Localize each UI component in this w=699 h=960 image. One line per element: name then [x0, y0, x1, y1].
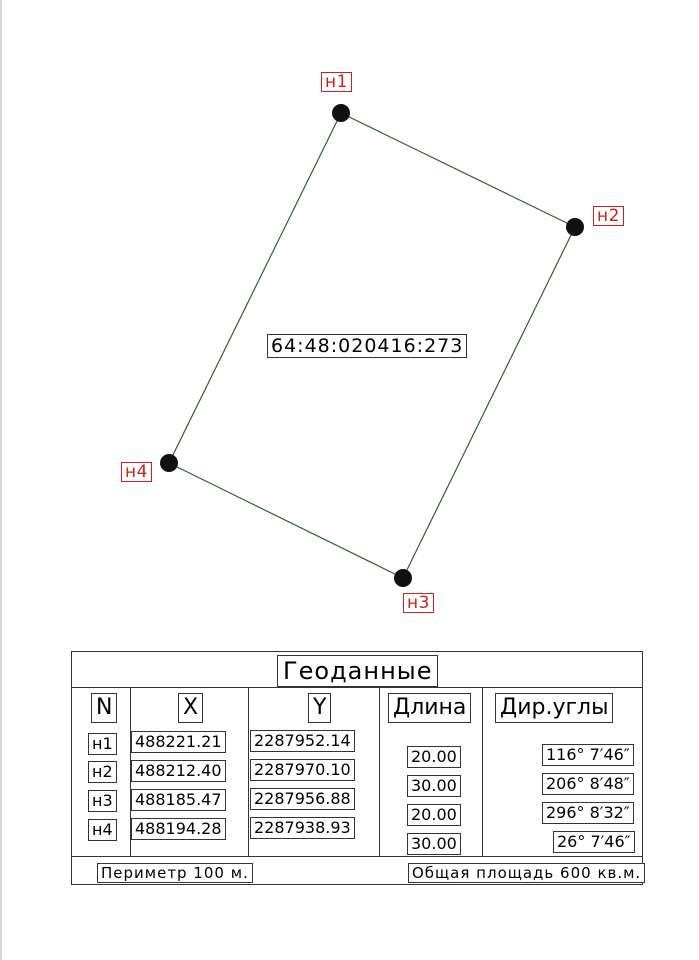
direction-angle: 26° 7′46″ [553, 831, 635, 853]
direction-angle: 206° 8′48″ [542, 773, 634, 795]
row-n: н1 [88, 733, 117, 755]
row-x: 488194.28 [131, 818, 226, 840]
vertex-marker-n4 [160, 454, 178, 472]
perimeter-text: Периметр 100 м. [97, 863, 253, 883]
table-title: Геоданные [277, 655, 438, 687]
vertex-label-n2: н2 [593, 206, 624, 226]
direction-angle: 116° 7′46″ [542, 744, 634, 766]
header-x: X [178, 693, 203, 723]
vertex-marker-n2 [566, 218, 584, 236]
vertex-marker-n1 [332, 104, 350, 122]
vertex-label-n3: н3 [403, 593, 434, 613]
segment-length: 30.00 [407, 833, 461, 855]
direction-angle: 296° 8′32″ [542, 802, 634, 824]
row-y: 2287938.93 [250, 817, 355, 839]
row-y: 2287952.14 [250, 730, 355, 752]
row-x: 488221.21 [131, 731, 226, 753]
segment-length: 20.00 [407, 746, 461, 768]
segment-length: 30.00 [407, 775, 461, 797]
row-x: 488212.40 [131, 760, 226, 782]
geodata-table [71, 651, 643, 885]
vertex-label-n1: н1 [321, 72, 352, 92]
row-y: 2287956.88 [250, 788, 355, 810]
vertex-label-n4: н4 [121, 462, 152, 482]
header-n: N [91, 693, 117, 723]
row-n: н4 [88, 819, 117, 841]
header-y: Y [308, 693, 331, 723]
row-n: н2 [88, 761, 117, 783]
header-angles: Дир.углы [495, 693, 613, 723]
row-x: 488185.47 [131, 789, 226, 811]
table-column-divider [379, 687, 380, 856]
row-y: 2287970.10 [250, 759, 355, 781]
segment-length: 20.00 [407, 804, 461, 826]
cadastral-number: 64:48:020416:273 [267, 334, 467, 358]
table-divider-title [72, 687, 642, 688]
row-n: н3 [88, 790, 117, 812]
table-column-divider [482, 687, 483, 856]
vertex-marker-n3 [394, 569, 412, 587]
header-length: Длина [388, 693, 471, 723]
table-divider-footer [72, 856, 642, 857]
area-text: Общая площадь 600 кв.м. [408, 863, 645, 883]
